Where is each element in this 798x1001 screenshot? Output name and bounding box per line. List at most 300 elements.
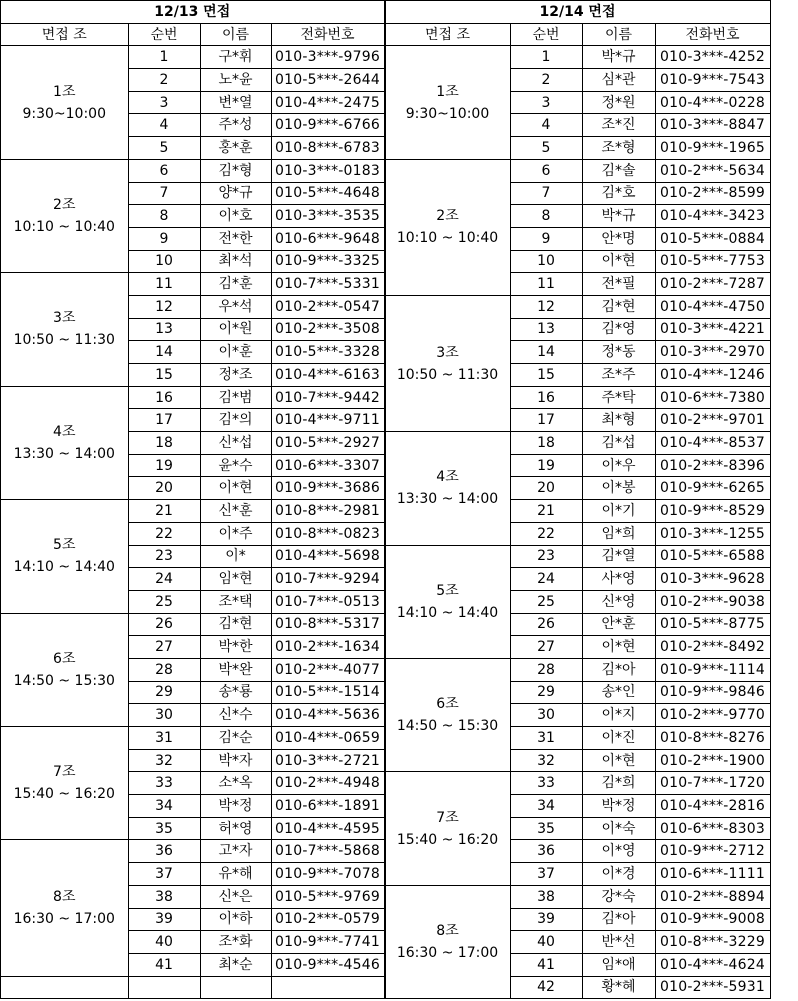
applicant-name: 김*형 [200, 159, 271, 182]
phone-number: 010-9***-6265 [655, 477, 770, 500]
group-cell [1, 386, 128, 499]
group-cell [385, 295, 510, 431]
row-number: 29 [510, 681, 582, 704]
day-title: 12/14 면접 [385, 1, 770, 23]
group-name: 1조 [436, 83, 459, 100]
phone-number: 010-3***-4221 [655, 318, 770, 341]
applicant-name: 유*해 [200, 863, 271, 886]
group-cell [385, 159, 510, 295]
group-name: 3조 [436, 344, 459, 361]
row-number: 30 [510, 704, 582, 727]
phone-number: 010-2***-8894 [655, 885, 770, 908]
applicant-name: 임*애 [582, 953, 655, 976]
applicant-name: 주*탁 [582, 386, 655, 409]
row-number: 5 [128, 137, 200, 160]
phone-number: 010-6***-3307 [271, 454, 384, 477]
applicant-name: 김*현 [200, 613, 271, 636]
applicant-name: 이*원 [200, 318, 271, 341]
phone-number: 010-5***-9769 [271, 885, 384, 908]
phone-number: 010-9***-6766 [271, 114, 384, 137]
phone-number: 010-8***-6783 [271, 137, 384, 160]
row-number: 19 [510, 454, 582, 477]
row-number: 20 [510, 477, 582, 500]
phone-number: 010-6***-9648 [271, 227, 384, 250]
applicant-name: 조*화 [200, 931, 271, 954]
phone-number: 010-7***-5868 [271, 840, 384, 863]
table-row [385, 159, 770, 182]
row-number: 24 [128, 568, 200, 591]
applicant-name: 이*숙 [582, 817, 655, 840]
applicant-name: 김*호 [582, 182, 655, 205]
row-number: 38 [128, 885, 200, 908]
phone-number: 010-2***-8396 [655, 454, 770, 477]
phone-number: 010-7***-0513 [271, 590, 384, 613]
row-number: 32 [128, 749, 200, 772]
row-number: 7 [510, 182, 582, 205]
phone-number: 010-6***-8303 [655, 817, 770, 840]
group-cell [385, 432, 510, 545]
row-number: 18 [128, 432, 200, 455]
applicant-name: 조*형 [582, 137, 655, 160]
row-number: 18 [510, 432, 582, 455]
row-number: 40 [510, 931, 582, 954]
phone-number: 010-9***-1114 [655, 658, 770, 681]
row-number: 31 [510, 727, 582, 750]
phone-number: 010-3***-2970 [655, 341, 770, 364]
applicant-name: 이*진 [582, 727, 655, 750]
table-row [385, 432, 770, 455]
column-header-row [1, 23, 384, 46]
group-name: 5조 [436, 582, 459, 599]
group-name: 5조 [53, 537, 76, 554]
row-number: 1 [128, 46, 200, 69]
applicant-name: 변*열 [200, 91, 271, 114]
applicant-name: 구*휘 [200, 46, 271, 69]
phone-number: 010-4***-4750 [655, 295, 770, 318]
phone-number: 010-4***-2816 [655, 795, 770, 818]
group-cell [385, 658, 510, 771]
row-number: 33 [128, 772, 200, 795]
day-table-12-14 [385, 1, 771, 999]
group-name: 6조 [436, 696, 459, 713]
phone-number: 010-3***-1255 [655, 522, 770, 545]
header-group: 면접 조 [385, 23, 510, 46]
phone-number: 010-3***-4252 [655, 46, 770, 69]
applicant-name: 송*인 [582, 681, 655, 704]
table-row [1, 840, 384, 863]
phone-number: 010-4***-4624 [655, 953, 770, 976]
header-name: 이름 [200, 23, 271, 46]
row-number: 37 [510, 863, 582, 886]
group-name: 3조 [53, 310, 76, 327]
group-time: 9:30~10:00 [405, 105, 490, 122]
phone-number: 010-5***-7753 [655, 250, 770, 273]
row-number: 29 [128, 681, 200, 704]
phone-number: 010-5***-3328 [271, 341, 384, 364]
applicant-name: 최*석 [200, 250, 271, 273]
row-number: 36 [510, 840, 582, 863]
applicant-name: 노*윤 [200, 69, 271, 92]
row-number: 1 [510, 46, 582, 69]
phone-number: 010-3***-9796 [271, 46, 384, 69]
applicant-name: 이*훈 [200, 341, 271, 364]
applicant-name: 이*봉 [582, 477, 655, 500]
phone-number: 010-5***-1514 [271, 681, 384, 704]
empty-cell [1, 976, 128, 999]
row-number: 9 [510, 227, 582, 250]
applicant-name: 허*영 [200, 817, 271, 840]
applicant-name: 신*영 [582, 590, 655, 613]
applicant-name: 김*범 [200, 386, 271, 409]
group-time: 16:30 ~ 17:00 [396, 945, 499, 962]
applicant-name: 조*택 [200, 590, 271, 613]
applicant-name: 김*열 [582, 545, 655, 568]
row-number: 39 [510, 908, 582, 931]
phone-number: 010-8***-8276 [655, 727, 770, 750]
phone-number: 010-4***-4595 [271, 817, 384, 840]
phone-number: 010-5***-4648 [271, 182, 384, 205]
row-number: 35 [510, 817, 582, 840]
phone-number: 010-2***-8599 [655, 182, 770, 205]
applicant-name: 박*규 [582, 205, 655, 228]
header-group: 면접 조 [1, 23, 128, 46]
row-number: 15 [128, 364, 200, 387]
applicant-name: 이*현 [582, 250, 655, 273]
applicant-name: 이*현 [582, 749, 655, 772]
group-name: 6조 [53, 650, 76, 667]
phone-number: 010-9***-4546 [271, 953, 384, 976]
header-number: 순번 [510, 23, 582, 46]
group-time: 14:10 ~ 14:40 [13, 559, 115, 576]
phone-number: 010-4***-6163 [271, 364, 384, 387]
applicant-name: 이*우 [582, 454, 655, 477]
row-number: 12 [128, 295, 200, 318]
applicant-name: 이* [200, 545, 271, 568]
group-time: 13:30 ~ 14:00 [13, 445, 115, 462]
phone-number: 010-9***-9846 [655, 681, 770, 704]
row-number: 13 [510, 318, 582, 341]
phone-number: 010-2***-9770 [655, 704, 770, 727]
row-number: 17 [510, 409, 582, 432]
phone-number: 010-3***-2721 [271, 749, 384, 772]
applicant-name: 김*아 [582, 908, 655, 931]
phone-number: 010-4***-2475 [271, 91, 384, 114]
applicant-name: 고*자 [200, 840, 271, 863]
group-name: 7조 [53, 764, 76, 781]
group-time: 10:10 ~ 10:40 [396, 230, 499, 247]
group-cell [385, 885, 510, 998]
row-number: 21 [128, 500, 200, 523]
group-cell [1, 46, 128, 159]
phone-number: 010-9***-7078 [271, 863, 384, 886]
row-number: 37 [128, 863, 200, 886]
group-cell [1, 500, 128, 613]
group-cell [1, 727, 128, 840]
row-number: 24 [510, 568, 582, 591]
phone-number: 010-4***-3423 [655, 205, 770, 228]
applicant-name: 윤*수 [200, 454, 271, 477]
phone-number: 010-6***-7380 [655, 386, 770, 409]
applicant-name: 김*희 [582, 772, 655, 795]
phone-number: 010-9***-1965 [655, 137, 770, 160]
applicant-name: 신*훈 [200, 500, 271, 523]
applicant-name: 김*순 [200, 727, 271, 750]
row-number: 36 [128, 840, 200, 863]
row-number: 8 [128, 205, 200, 228]
header-phone: 전화번호 [271, 23, 384, 46]
applicant-name: 박*자 [200, 749, 271, 772]
row-number: 20 [128, 477, 200, 500]
table-row [1, 727, 384, 750]
row-number: 31 [128, 727, 200, 750]
applicant-name: 심*관 [582, 69, 655, 92]
applicant-name: 김*솔 [582, 159, 655, 182]
phone-number: 010-7***-9294 [271, 568, 384, 591]
table-row [1, 500, 384, 523]
applicant-name: 이*하 [200, 908, 271, 931]
phone-number: 010-2***-9701 [655, 409, 770, 432]
row-number: 35 [128, 817, 200, 840]
phone-number: 010-2***-1900 [655, 749, 770, 772]
phone-number: 010-7***-9442 [271, 386, 384, 409]
row-number: 34 [510, 795, 582, 818]
applicant-name: 김*섭 [582, 432, 655, 455]
group-cell [385, 545, 510, 658]
table-row [385, 658, 770, 681]
phone-number: 010-4***-0228 [655, 91, 770, 114]
row-number: 10 [510, 250, 582, 273]
phone-number: 010-3***-9628 [655, 568, 770, 591]
row-number: 4 [510, 114, 582, 137]
applicant-name: 임*현 [200, 568, 271, 591]
applicant-name: 주*성 [200, 114, 271, 137]
empty-row [1, 976, 384, 999]
applicant-name: 최*형 [582, 409, 655, 432]
group-cell [1, 273, 128, 386]
row-number: 21 [510, 500, 582, 523]
row-number: 3 [128, 91, 200, 114]
applicant-name: 정*동 [582, 341, 655, 364]
row-number: 8 [510, 205, 582, 228]
applicant-name: 이*기 [582, 500, 655, 523]
row-number: 28 [510, 658, 582, 681]
phone-number: 010-2***-9038 [655, 590, 770, 613]
phone-number: 010-9***-8529 [655, 500, 770, 523]
row-number: 25 [128, 590, 200, 613]
row-number: 22 [128, 522, 200, 545]
row-number: 22 [510, 522, 582, 545]
group-cell [385, 46, 510, 159]
group-cell [1, 840, 128, 976]
group-time: 16:30 ~ 17:00 [13, 911, 115, 927]
applicant-name: 박*한 [200, 636, 271, 659]
group-time: 15:40 ~ 16:20 [396, 831, 499, 848]
applicant-name: 이*현 [200, 477, 271, 500]
table-row [1, 613, 384, 636]
group-name: 8조 [53, 889, 76, 905]
phone-number: 010-5***-6588 [655, 545, 770, 568]
phone-number: 010-4***-8537 [655, 432, 770, 455]
applicant-name: 박*정 [200, 795, 271, 818]
phone-number: 010-2***-0547 [271, 295, 384, 318]
row-number: 5 [510, 137, 582, 160]
applicant-name: 이*지 [582, 704, 655, 727]
applicant-name: 전*한 [200, 227, 271, 250]
empty-cell [128, 976, 200, 999]
applicant-name: 안*명 [582, 227, 655, 250]
row-number: 17 [128, 409, 200, 432]
row-number: 32 [510, 749, 582, 772]
group-time: 14:50 ~ 15:30 [396, 718, 499, 735]
phone-number: 010-5***-2644 [271, 69, 384, 92]
applicant-name: 조*주 [582, 364, 655, 387]
phone-number: 010-7***-1720 [655, 772, 770, 795]
phone-number: 010-5***-2927 [271, 432, 384, 455]
applicant-name: 박*완 [200, 658, 271, 681]
phone-number: 010-9***-3686 [271, 477, 384, 500]
phone-number: 010-2***-1634 [271, 636, 384, 659]
empty-cell [271, 976, 384, 999]
applicant-name: 김*현 [582, 295, 655, 318]
phone-number: 010-2***-5634 [655, 159, 770, 182]
phone-number: 010-2***-5931 [655, 976, 770, 999]
day-title-row [1, 1, 384, 23]
applicant-name: 김*아 [582, 658, 655, 681]
applicant-name: 박*규 [582, 46, 655, 69]
applicant-name: 정*조 [200, 364, 271, 387]
row-number: 41 [128, 953, 200, 976]
group-cell [385, 772, 510, 885]
header-name: 이름 [582, 23, 655, 46]
day-title: 12/13 면접 [1, 1, 384, 23]
row-number: 23 [510, 545, 582, 568]
group-time: 14:10 ~ 14:40 [396, 604, 499, 621]
row-number: 11 [128, 273, 200, 296]
applicant-name: 안*훈 [582, 613, 655, 636]
phone-number: 010-2***-8492 [655, 636, 770, 659]
phone-number: 010-8***-0823 [271, 522, 384, 545]
table-row [385, 295, 770, 318]
phone-number: 010-6***-1891 [271, 795, 384, 818]
row-number: 38 [510, 885, 582, 908]
applicant-name: 신*수 [200, 704, 271, 727]
phone-number: 010-2***-4077 [271, 658, 384, 681]
phone-number: 010-4***-5698 [271, 545, 384, 568]
phone-number: 010-9***-7543 [655, 69, 770, 92]
applicant-name: 양*규 [200, 182, 271, 205]
phone-number: 010-9***-3325 [271, 250, 384, 273]
day-title-row [385, 1, 770, 23]
group-name: 2조 [436, 208, 459, 225]
row-number: 16 [510, 386, 582, 409]
phone-number: 010-4***-9711 [271, 409, 384, 432]
row-number: 2 [510, 69, 582, 92]
table-row [385, 46, 770, 69]
group-time: 9:30~10:00 [22, 105, 106, 122]
row-number: 27 [510, 636, 582, 659]
row-number: 7 [128, 182, 200, 205]
row-number: 3 [510, 91, 582, 114]
row-number: 9 [128, 227, 200, 250]
table-row [385, 545, 770, 568]
row-number: 30 [128, 704, 200, 727]
applicant-name: 황*혜 [582, 976, 655, 999]
applicant-name: 강*숙 [582, 885, 655, 908]
applicant-name: 김*영 [582, 318, 655, 341]
applicant-name: 전*필 [582, 273, 655, 296]
row-number: 16 [128, 386, 200, 409]
row-number: 14 [510, 341, 582, 364]
group-time: 10:50 ~ 11:30 [13, 332, 115, 349]
applicant-name: 홍*훈 [200, 137, 271, 160]
group-time: 14:50 ~ 15:30 [13, 672, 115, 689]
row-number: 15 [510, 364, 582, 387]
applicant-name: 신*은 [200, 885, 271, 908]
column-header-row [385, 23, 770, 46]
row-number: 26 [128, 613, 200, 636]
group-time: 13:30 ~ 14:00 [396, 491, 499, 508]
applicant-name: 이*호 [200, 205, 271, 228]
applicant-name: 이*영 [582, 840, 655, 863]
empty-cell [200, 976, 271, 999]
row-number: 11 [510, 273, 582, 296]
day-table-12-13 [1, 1, 385, 999]
row-number: 2 [128, 69, 200, 92]
applicant-name: 사*영 [582, 568, 655, 591]
row-number: 6 [128, 159, 200, 182]
table-row [1, 386, 384, 409]
row-number: 33 [510, 772, 582, 795]
group-time: 15:40 ~ 16:20 [13, 786, 115, 803]
phone-number: 010-9***-2712 [655, 840, 770, 863]
row-number: 27 [128, 636, 200, 659]
phone-number: 010-5***-0884 [655, 227, 770, 250]
table-row [1, 159, 384, 182]
row-number: 39 [128, 908, 200, 931]
phone-number: 010-2***-3508 [271, 318, 384, 341]
phone-number: 010-6***-1111 [655, 863, 770, 886]
phone-number: 010-8***-2981 [271, 500, 384, 523]
applicant-name: 정*원 [582, 91, 655, 114]
phone-number: 010-4***-0659 [271, 727, 384, 750]
applicant-name: 이*주 [200, 522, 271, 545]
group-time: 10:10 ~ 10:40 [13, 219, 115, 236]
applicant-name: 우*석 [200, 295, 271, 318]
header-phone: 전화번호 [655, 23, 770, 46]
applicant-name: 박*정 [582, 795, 655, 818]
group-time: 10:50 ~ 11:30 [396, 366, 499, 383]
applicant-name: 임*희 [582, 522, 655, 545]
phone-number: 010-2***-4948 [271, 772, 384, 795]
phone-number: 010-8***-3229 [655, 931, 770, 954]
applicant-name: 조*진 [582, 114, 655, 137]
row-number: 42 [510, 976, 582, 999]
tables-wrapper [1, 1, 771, 999]
phone-number: 010-8***-5317 [271, 613, 384, 636]
phone-number: 010-3***-0183 [271, 159, 384, 182]
phone-number: 010-4***-5636 [271, 704, 384, 727]
row-number: 19 [128, 454, 200, 477]
phone-number: 010-5***-8775 [655, 613, 770, 636]
row-number: 34 [128, 795, 200, 818]
group-cell [1, 159, 128, 272]
phone-number: 010-4***-1246 [655, 364, 770, 387]
row-number: 10 [128, 250, 200, 273]
row-number: 28 [128, 658, 200, 681]
phone-number: 010-3***-3535 [271, 205, 384, 228]
table-row [1, 273, 384, 296]
row-number: 4 [128, 114, 200, 137]
